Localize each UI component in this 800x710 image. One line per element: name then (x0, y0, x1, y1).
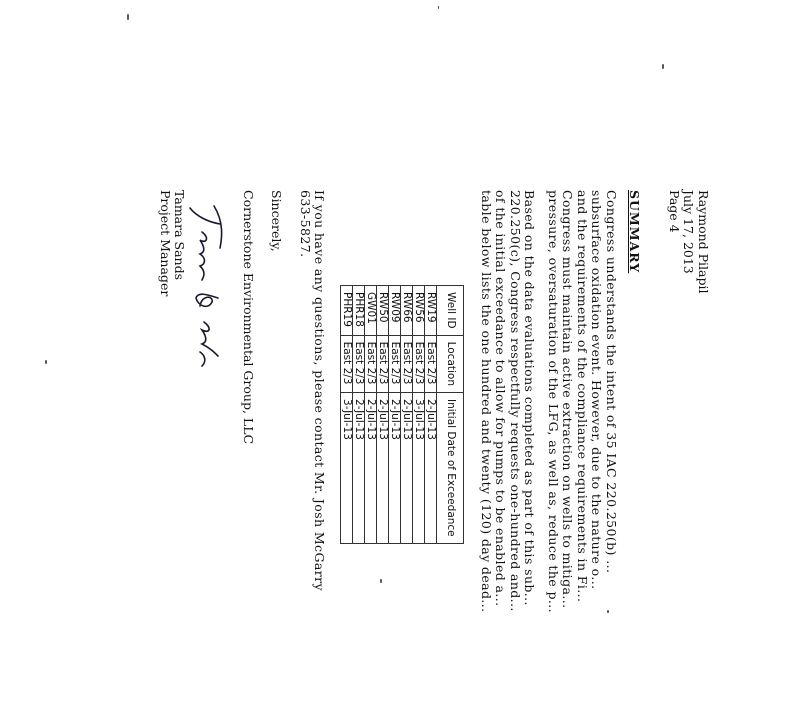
letter-date: July 17, 2013 (681, 190, 697, 274)
location-cell: East 2/3 (389, 335, 401, 392)
column-header-well-id: Well ID (437, 286, 464, 336)
well-id-cell: RW56 (413, 286, 425, 336)
contact-phone: 633-5827. (298, 190, 313, 258)
location-cell: East 2/3 (401, 335, 413, 392)
company-name: Cornerstone Environmental Group, LLC (241, 190, 256, 445)
well-id-cell: GW01 (365, 286, 377, 336)
paragraph-line: pressure, oversaturation of the LFG, as well as, reduce the p... (546, 190, 561, 613)
column-header-location: Location (437, 335, 464, 392)
scan-speck (45, 360, 47, 364)
paragraph-line: 220.250(c), Congress respectfully requests one-hundred and... (508, 190, 523, 612)
date-cell: 2-Jul-13 (425, 393, 437, 544)
table-row (377, 286, 389, 544)
well-id-cell: RW50 (377, 286, 389, 336)
table-row (341, 286, 353, 544)
column-header-initial-date: Initial Date of Exceedance (437, 393, 464, 544)
summary-heading: SUMMARY (627, 190, 643, 274)
table-row (401, 286, 413, 544)
scan-speck (662, 64, 664, 69)
paragraph-line: Congress must maintain active extraction on wells to mitiga... (560, 190, 576, 609)
signer-title: Project Manager (158, 190, 173, 297)
handwritten-signature (187, 202, 229, 710)
table-row (389, 286, 401, 544)
signature-image (187, 202, 229, 372)
location-cell: East 2/3 (377, 335, 389, 392)
date-cell: 3-Jul-13 (413, 393, 425, 544)
paragraph-line: table below lists the one hundred and twenty (120) day dead... (479, 190, 494, 613)
paragraph-line: Based on the data evaluations completed as part of this sub... (522, 190, 538, 606)
scan-speck (438, 6, 439, 9)
table-header-row (437, 286, 464, 544)
signer-name: Tamara Sands (172, 190, 188, 281)
well-id-cell: PHR19 (341, 286, 353, 336)
contact-line: If you have any questions, please contact Mr. Josh McGarry (312, 190, 328, 591)
summary-paragraph (546, 190, 619, 710)
contact-paragraph (298, 190, 327, 710)
location-cell: East 2/3 (341, 335, 353, 392)
recipient-name: Raymond Pilapil (696, 190, 711, 294)
well-id-cell: RW66 (401, 286, 413, 336)
paragraph-line: and the requirements of the compliance requirements in Fi... (575, 190, 590, 603)
request-paragraph (479, 190, 537, 710)
scan-speck (127, 14, 129, 20)
date-cell: 2-Jul-13 (353, 393, 365, 544)
location-cell: East 2/3 (425, 335, 437, 392)
location-cell: East 2/3 (353, 335, 365, 392)
exceedance-table (341, 285, 465, 544)
well-id-cell: PHR18 (353, 286, 365, 336)
paragraph-line: subsurface oxidation event. However, due to the nature o... (589, 190, 605, 590)
paragraph-line: Congress understands the intent of 35 IAC 220.250(b) ... (604, 190, 619, 574)
date-cell: 3-Jul-13 (341, 393, 353, 544)
date-cell: 2-Jul-13 (377, 393, 389, 544)
location-cell: East 2/3 (365, 335, 377, 392)
table-row (365, 286, 377, 544)
date-cell: 2-Jul-13 (389, 393, 401, 544)
date-cell: 2-Jul-13 (401, 393, 413, 544)
table-row (353, 286, 365, 544)
letter-header (667, 190, 711, 710)
location-cell: East 2/3 (413, 335, 425, 392)
well-id-cell: RW19 (425, 286, 437, 336)
page-number: Page 4 (667, 190, 682, 233)
well-id-cell: RW09 (389, 286, 401, 336)
salutation: Sincerely, (269, 190, 285, 252)
table-row (425, 286, 437, 544)
table-row (413, 286, 425, 544)
letter-body (110, 190, 710, 710)
date-cell: 2-Jul-13 (365, 393, 377, 544)
paragraph-line: of the initial exceedance to allow for pumps to be enabled a... (493, 190, 509, 607)
